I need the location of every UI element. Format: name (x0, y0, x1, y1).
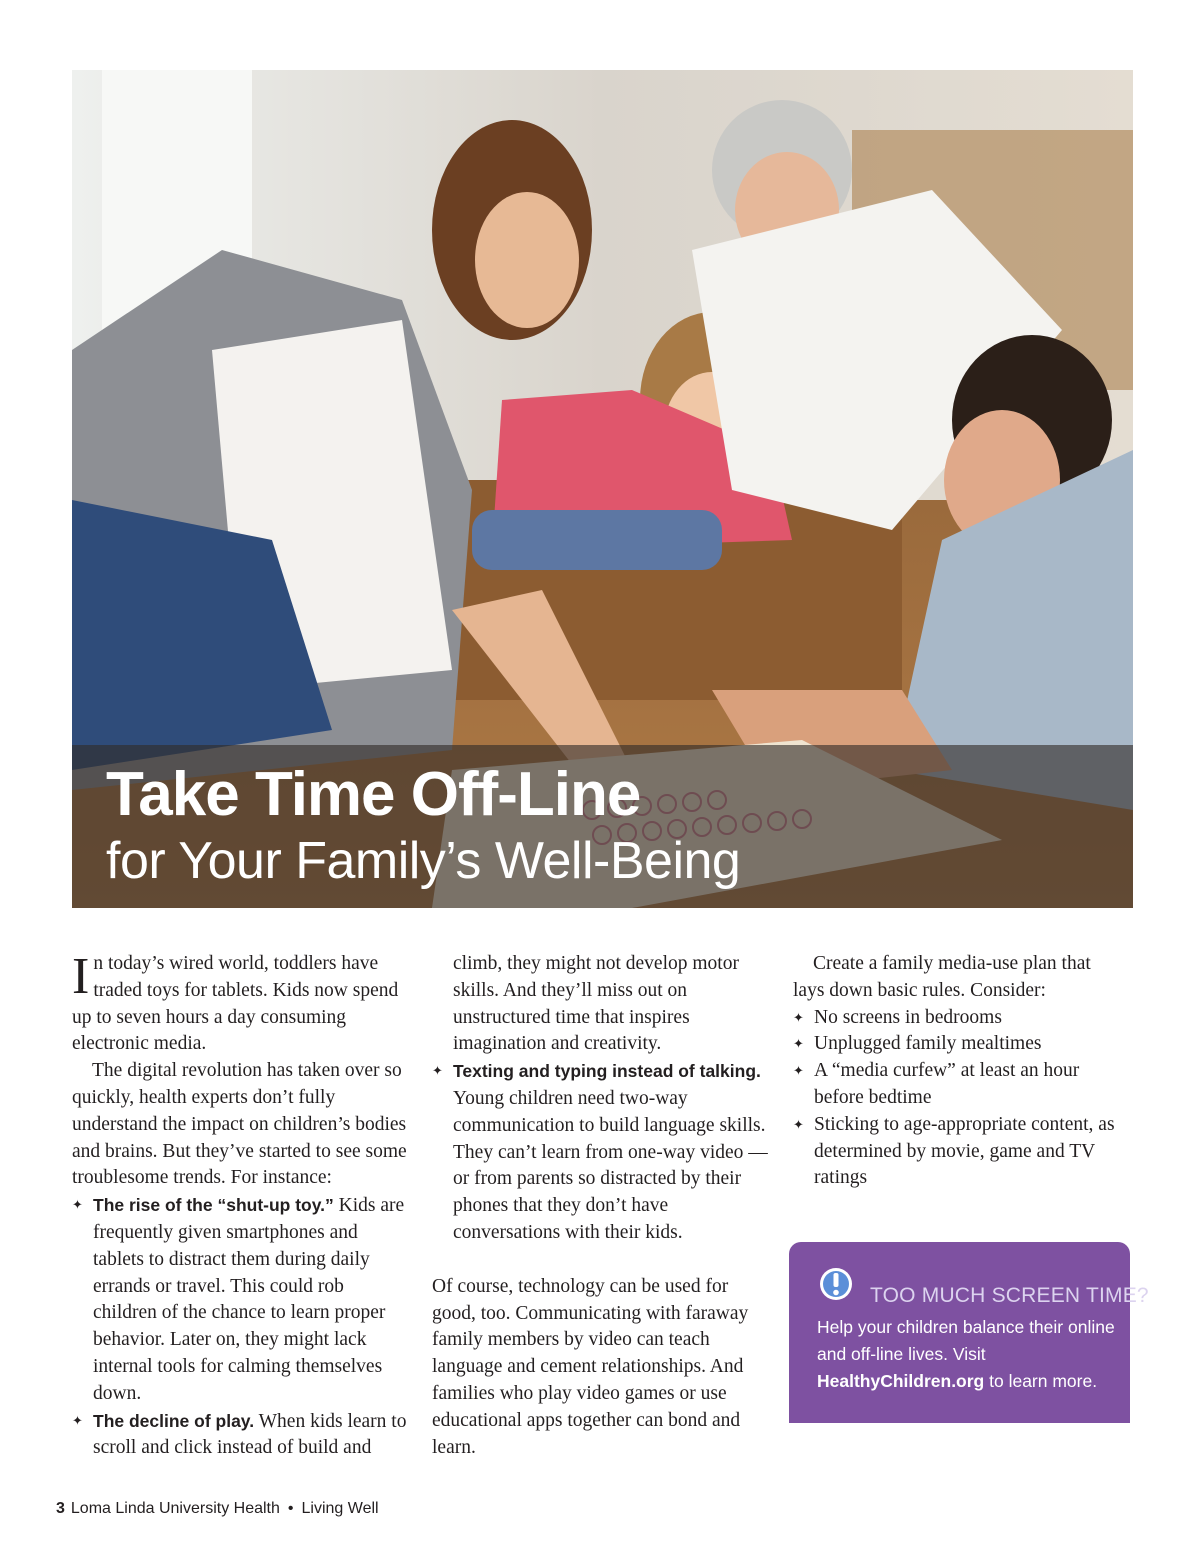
healthychildren-link[interactable]: HealthyChildren.org (817, 1371, 985, 1391)
intro-text: n today’s wired world, toddlers have traded toys for tablets. Kids now spend up to seven hours a day consuming electronic media. (72, 953, 399, 1055)
article-column-1 (72, 948, 410, 1462)
bullet-text: Kids are frequently given smartphones and tablets to distract them during daily errands or travel. This could rob children of the chance to learn proper behavior. Later on, they might lack internal tools for calming themselves down. (93, 1195, 405, 1404)
bullet-icon: ✦ (793, 1036, 804, 1052)
bullet-icon: ✦ (793, 1116, 804, 1132)
list-item: ✦ No screens in bedrooms (793, 1005, 1123, 1032)
drop-cap: I (72, 948, 90, 1005)
bullet-icon: ✦ (72, 1197, 83, 1213)
callout-body: Help your children balance their online and off-line lives. Visit HealthyChildren.org to learn more. (817, 1317, 1115, 1391)
callout-title: TOO MUCH SCREEN TIME? (870, 1284, 1149, 1307)
bullet-heading: The decline of play. (93, 1410, 255, 1431)
page-subtitle: for Your Family’s Well-Being (106, 832, 741, 890)
list-item: ✦ Unplugged family mealtimes (793, 1031, 1123, 1058)
bullet-text: Young children need two-way communication to build language skills. They can’t learn from one-way video — or from parents so distracted by their phones that they don’t have conversations with their kids. (453, 1087, 768, 1243)
exclamation-circle-icon (818, 1266, 854, 1302)
bullet-text: When kids learn to scroll and click instead of build and (93, 1410, 407, 1459)
media-plan-intro: Create a family media-use plan that lays down basic rules. Consider: (793, 953, 1091, 1001)
intro-paragraph (72, 948, 410, 1058)
list-item (72, 1192, 410, 1407)
bullet-icon: ✦ (432, 1063, 443, 1079)
screen-time-callout (789, 1242, 1149, 1423)
article-column-3 (793, 951, 1123, 1192)
footer-org: Loma Linda University Health (70, 1500, 280, 1517)
page-number: 3 (56, 1500, 65, 1517)
list-item: ✦ Sticking to age-appropriate content, as determined by movie, game and TV ratings (793, 1113, 1115, 1189)
bullet-heading: Texting and typing instead of talking. (453, 1061, 761, 1082)
paragraph-technology: Of course, technology can be used for good, too. Communicating with faraway family members by video can teach language and cement relationships. And families who play video games or use educational apps together can bond and learn. (432, 1275, 749, 1458)
list-item: ✦ A “media curfew” at least an hour before bedtime (793, 1060, 1080, 1108)
list-item (72, 1408, 410, 1463)
title-band (72, 745, 1133, 908)
bullet-icon: ✦ (793, 1063, 804, 1079)
bullet-icon: ✦ (793, 1009, 804, 1025)
paragraph-2: The digital revolution has taken over so quickly, health experts don’t fully understand the impact on children’s bodies and brains. But they’ve started to see some troublesome trends. For instance: (72, 1060, 407, 1189)
trend-list (72, 1192, 410, 1462)
footer-separator: • (287, 1500, 294, 1517)
footer-publication: Living Well (301, 1500, 379, 1517)
article-column-2 (432, 951, 772, 1461)
bullet-icon: ✦ (72, 1412, 83, 1428)
bullet-text: climb, they might not develop motor skills. And they’ll miss out on unstructured time that inspires imagination and creativity. (453, 953, 739, 1055)
hero-photo (72, 70, 1133, 908)
list-item (432, 1058, 772, 1247)
bullet-heading: The rise of the “shut-up toy.” (93, 1195, 334, 1216)
page-footer (56, 1500, 379, 1518)
list-item (432, 951, 772, 1058)
trend-list-continued (432, 951, 772, 1247)
page-title: Take Time Off-Line (106, 760, 641, 829)
media-plan-list (793, 1005, 1123, 1193)
